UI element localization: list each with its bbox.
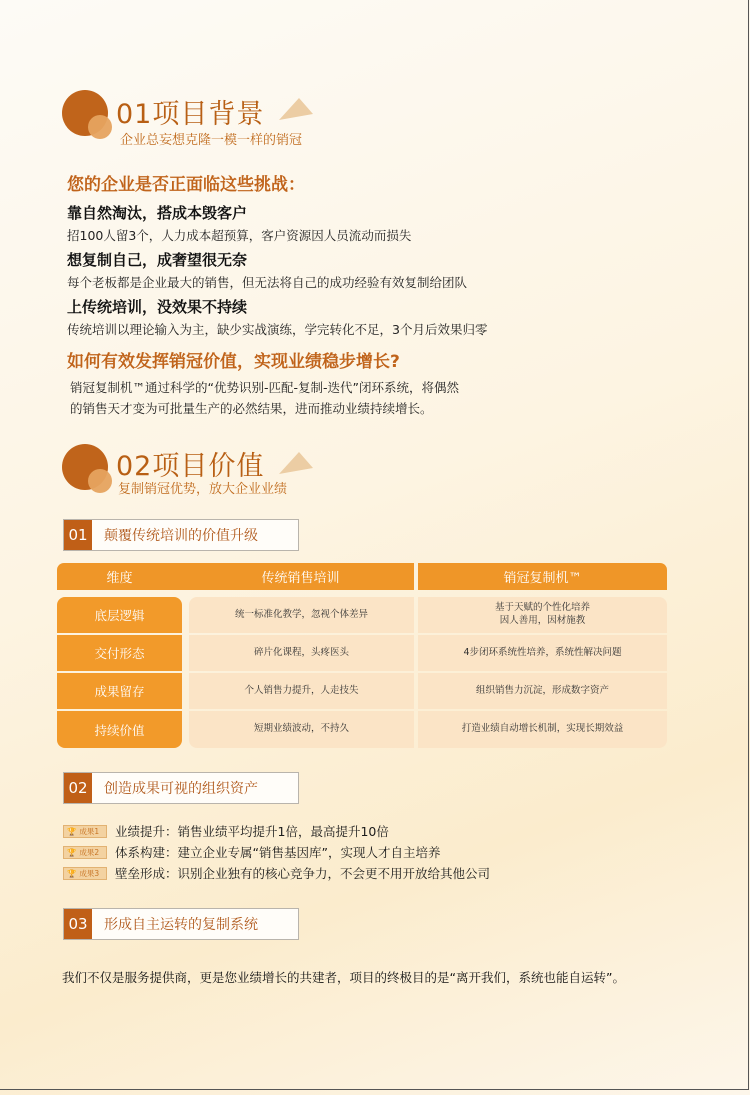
table-header-ours: 销冠复制机™ <box>503 571 582 586</box>
result-badge <box>63 825 107 838</box>
result-item <box>63 843 440 861</box>
table-cell-ours: 基于天赋的个性化培养 因人善用，因材施教 <box>418 597 667 633</box>
table-header-traditional: 传统销售培训 <box>261 571 340 586</box>
table-header <box>418 563 667 590</box>
result-text: 体系构建：建立企业专属“销售基因库”，实现人才自主培养 <box>115 845 441 860</box>
value-box-1 <box>63 519 299 551</box>
result-badge <box>63 846 107 859</box>
result-text: 壁垒形成：识别企业独有的核心竞争力，不会更不用开放给其他公司 <box>115 866 491 881</box>
result-text: 业绩提升：销售业绩平均提升1倍，最高提升10倍 <box>115 824 389 839</box>
section-decor-circle-small <box>88 115 112 139</box>
trophy-icon: 🏆 <box>67 826 77 836</box>
solution-title: 如何有效发挥销冠价值，实现业绩稳步增长? <box>67 352 400 372</box>
trophy-icon: 🏆 <box>67 868 77 878</box>
section2-title: 02项目价值 <box>116 451 265 482</box>
paper-plane-icon <box>277 450 315 476</box>
table-cell-traditional: 短期业绩波动，不持久 <box>189 711 414 748</box>
closing-statement: 我们不仅是服务提供商，更是您业绩增长的共建者，项目的终极目的是“离开我们，系统也能自运转”。 <box>62 970 625 985</box>
result-badge-label: 成果2 <box>79 847 100 857</box>
table-cell-ours: 组织销售力沉淀，形成数字资产 <box>418 673 667 709</box>
trophy-icon: 🏆 <box>67 847 77 857</box>
result-badge-label: 成果1 <box>79 826 100 836</box>
section1-subtitle: 企业总妄想克隆一模一样的销冠 <box>120 133 303 148</box>
challenge-desc: 传统培训以理论输入为主，缺少实战演练，学完转化不足，3个月后效果归零 <box>67 322 488 337</box>
challenge-desc: 招100人留3个，人力成本超预算，客户资源因人员流动而损失 <box>67 228 412 243</box>
value-box-label: 形成自主运转的复制系统 <box>104 917 258 933</box>
table-header-dimension: 维度 <box>106 571 133 586</box>
challenge-head: 想复制自己，成奢望很无奈 <box>67 251 248 269</box>
result-item <box>63 822 389 840</box>
table-cell-ours: 打造业绩自动增长机制，实现长期效益 <box>418 711 667 748</box>
result-item <box>63 864 490 882</box>
value-box-number: 02 <box>64 773 92 803</box>
table-row-label: 持续价值 <box>57 711 182 748</box>
value-box-label: 颠覆传统培训的价值升级 <box>104 528 258 544</box>
challenge-desc: 每个老板都是企业最大的销售，但无法将自己的成功经验有效复制给团队 <box>67 275 468 290</box>
value-box-3 <box>63 908 299 940</box>
table-row-label: 成果留存 <box>57 673 182 709</box>
table-row-label: 底层逻辑 <box>57 597 182 633</box>
section-decor-circle-small <box>88 469 112 493</box>
value-box-number: 01 <box>64 520 92 550</box>
value-box-2 <box>63 772 299 804</box>
solution-line: 销冠复制机™通过科学的“优势识别-匹配-复制-迭代”闭环系统，将偶然 <box>70 380 459 395</box>
table-cell-traditional: 统一标准化教学，忽视个体差异 <box>189 597 414 633</box>
result-badge-label: 成果3 <box>79 868 100 878</box>
solution-line: 的销售天才变为可批量生产的必然结果，进而推动业绩持续增长。 <box>70 401 433 416</box>
table-cell-ours: 4步闭环系统性培养，系统性解决问题 <box>418 635 667 671</box>
table-cell-traditional: 碎片化课程，头疼医头 <box>189 635 414 671</box>
section2-subtitle: 复制销冠优势，放大企业业绩 <box>118 482 288 497</box>
section1-title: 01项目背景 <box>116 99 265 130</box>
table-cell-traditional: 个人销售力提升，人走技失 <box>189 673 414 709</box>
challenge-head: 上传统培训，没效果不持续 <box>67 298 248 316</box>
result-badge <box>63 867 107 880</box>
paper-plane-icon <box>277 96 315 122</box>
table-row-label: 交付形态 <box>57 635 182 671</box>
challenge-head: 靠自然淘汰，搭成本毁客户 <box>67 204 248 222</box>
challenge-question: 您的企业是否正面临这些挑战： <box>67 175 305 195</box>
value-box-label: 创造成果可视的组织资产 <box>104 781 258 797</box>
value-box-number: 03 <box>64 909 92 939</box>
table-header <box>57 563 414 590</box>
